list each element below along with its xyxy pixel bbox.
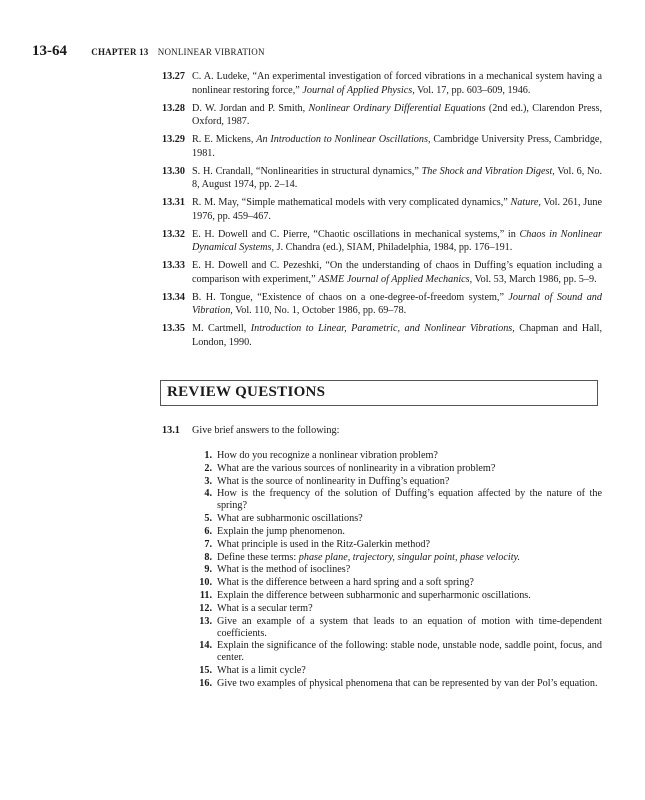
reference-title-italic: An Introduction to Nonlinear Oscillations, xyxy=(256,134,431,145)
question-text: Give brief answers to the following: xyxy=(192,425,340,436)
review-question-text xyxy=(217,590,602,602)
reference-number: 13.33 xyxy=(162,260,185,271)
review-question-text xyxy=(217,665,602,677)
reference-text-post: J. Chandra (ed.), SIAM, Philadelphia, 1984, pp. 176–191. xyxy=(274,242,513,253)
reference-number: 13.31 xyxy=(162,197,185,208)
reference-item xyxy=(162,322,602,349)
review-question-item xyxy=(190,603,602,615)
review-questions-title: REVIEW QUESTIONS xyxy=(167,384,326,400)
review-question-item xyxy=(190,463,602,475)
review-question-item xyxy=(190,513,602,525)
reference-number: 13.35 xyxy=(162,323,185,334)
question-13-1 xyxy=(162,424,602,438)
review-question-text-italic: phase plane, trajectory, singular point, phase velocity. xyxy=(298,551,521,563)
review-question-text xyxy=(217,450,602,462)
review-question-number: 10. xyxy=(199,577,212,589)
review-question-text-pre: Explain the jump phenomenon. xyxy=(217,525,345,537)
reference-text-pre: D. W. Jordan and P. Smith, xyxy=(192,102,309,114)
reference-text xyxy=(192,228,602,255)
reference-title-italic: Chaos in Nonlinear Dynamical Systems, xyxy=(192,228,602,253)
review-question-number: 16. xyxy=(199,677,212,689)
review-question-text xyxy=(217,513,602,525)
reference-text-post: (2nd ed.), Clarendon Press, Oxford, 1987. xyxy=(192,102,602,127)
review-question-number: 11. xyxy=(199,589,212,601)
review-question-item xyxy=(190,577,602,589)
review-question-item xyxy=(190,665,602,677)
reference-item xyxy=(162,165,602,192)
review-question-text-pre: What are subharmonic oscillations? xyxy=(217,513,363,525)
review-question-item xyxy=(190,564,602,576)
review-question-text-pre: How do you recognize a nonlinear vibration problem? xyxy=(217,450,438,461)
chapter-label: CHAPTER 13 xyxy=(91,47,149,57)
review-question-text-pre: Explain the significance of the following: stable node, unstable node, saddle point, focus, and center. xyxy=(217,640,602,664)
reference-text xyxy=(192,196,602,223)
review-question-number: 9. xyxy=(204,564,212,576)
review-question-number: 4. xyxy=(204,488,212,500)
review-question-item xyxy=(190,526,602,538)
review-question-number: 12. xyxy=(199,602,212,614)
reference-title-italic: Journal of Applied Physics, xyxy=(302,84,415,96)
reference-number: 13.30 xyxy=(162,165,185,177)
question-number: 13.1 xyxy=(162,425,180,436)
review-question-number: 13. xyxy=(199,615,212,627)
reference-number: 13.34 xyxy=(162,291,185,303)
reference-text xyxy=(192,102,602,129)
reference-text-pre: B. H. Tongue, “Existence of chaos on a one-degree-of-freedom system,” xyxy=(192,291,509,303)
reference-text-post: Chapman and Hall, London, 1990. xyxy=(192,323,602,348)
reference-text xyxy=(192,259,602,286)
review-question-text-pre: What is the source of nonlinearity in Duffing’s equation? xyxy=(217,475,450,487)
review-question-text-pre: How is the frequency of the solution of Duffing’s equation affected by the nature of the spring? xyxy=(217,488,602,512)
review-question-text xyxy=(217,640,602,664)
reference-title-italic: Journal of Sound and Vibration, xyxy=(192,291,602,316)
review-question-item xyxy=(190,552,602,564)
review-question-text xyxy=(217,488,602,512)
reference-text-post: Vol. 110, No. 1, October 1986, pp. 69–78. xyxy=(232,305,407,316)
review-question-item xyxy=(190,640,602,664)
review-question-item xyxy=(190,539,602,551)
review-question-number: 3. xyxy=(204,475,212,487)
reference-number: 13.28 xyxy=(162,102,185,114)
reference-text xyxy=(192,291,602,318)
review-question-text xyxy=(217,577,602,589)
review-question-text-pre: What principle is used in the Ritz-Galerkin method? xyxy=(217,538,431,550)
reference-text-pre: E. H. Dowell and C. Pierre, “Chaotic oscillations in mechanical systems,” in xyxy=(192,228,520,240)
review-question-text-pre: What are the various sources of nonlinearity in a vibration problem? xyxy=(217,462,496,474)
reference-title-italic: Introduction to Linear, Parametric, and Nonlinear Vibrations, xyxy=(250,323,515,334)
reference-item xyxy=(162,196,602,223)
page-number: 13-64 xyxy=(32,43,67,59)
review-question-text-pre: What is a secular term? xyxy=(217,602,313,614)
reference-number: 13.32 xyxy=(162,228,185,240)
review-question-item xyxy=(190,616,602,640)
review-question-text xyxy=(217,526,602,538)
page-header xyxy=(32,43,605,60)
review-question-text xyxy=(217,678,602,690)
reference-text-pre: E. H. Dowell and C. Pezeshki, “On the understanding of chaos in Duffing’s equation including a comparison with experiment,” xyxy=(192,260,602,285)
reference-text xyxy=(192,133,602,160)
review-question-text xyxy=(217,476,602,488)
reference-text-post: Vol. 53, March 1986, pp. 5–9. xyxy=(472,273,597,285)
reference-number: 13.27 xyxy=(162,71,185,82)
review-question-number: 7. xyxy=(204,538,212,550)
reference-item xyxy=(162,133,602,160)
reference-item xyxy=(162,291,602,318)
reference-text xyxy=(192,322,602,349)
reference-title-italic: ASME Journal of Applied Mechanics, xyxy=(318,273,473,285)
reference-text-post: Cambridge University Press, Cambridge, 1981. xyxy=(192,134,602,159)
review-question-text xyxy=(217,603,602,615)
review-question-item xyxy=(190,450,602,462)
review-question-text-pre: What is the difference between a hard spring and a soft spring? xyxy=(217,577,474,589)
reference-title-italic: Nature, xyxy=(510,197,541,208)
review-question-text xyxy=(217,616,602,640)
reference-item xyxy=(162,102,602,129)
review-questions-box xyxy=(160,380,598,406)
review-question-number: 14. xyxy=(199,640,212,652)
reference-item xyxy=(162,70,602,97)
review-question-text-pre: What is the method of isoclines? xyxy=(217,564,351,576)
review-question-text-pre: Give two examples of physical phenomena that can be represented by van der Pol’s equation. xyxy=(217,677,598,689)
review-question-number: 5. xyxy=(204,513,212,525)
reference-item xyxy=(162,228,602,255)
reference-text xyxy=(192,165,602,192)
review-question-text-pre: Define these terms: xyxy=(217,551,299,563)
reference-text-pre: C. A. Ludeke, “An experimental investigation of forced vibrations in a mechanical system having a nonlinear restoring force,” xyxy=(192,71,602,96)
reference-text xyxy=(192,70,602,97)
reference-text-pre: M. Cartmell, xyxy=(192,323,251,334)
reference-text-post: Vol. 6, No. 8, August 1974, pp. 2–14. xyxy=(192,165,602,190)
review-question-item xyxy=(190,476,602,488)
review-question-number: 6. xyxy=(204,525,212,537)
review-question-item xyxy=(190,678,602,690)
review-question-list xyxy=(190,450,602,691)
reference-text-pre: R. E. Mickens, xyxy=(192,134,257,145)
review-question-text-pre: Give an example of a system that leads to an equation of motion with time-dependent coefficients. xyxy=(217,615,602,639)
review-question-number: 2. xyxy=(204,462,212,474)
review-question-text xyxy=(217,463,602,475)
reference-text-pre: S. H. Crandall, “Nonlinearities in structural dynamics,” xyxy=(192,165,422,177)
reference-number: 13.29 xyxy=(162,134,185,145)
review-question-number: 8. xyxy=(204,551,212,563)
references-list xyxy=(162,70,602,354)
review-question-text xyxy=(217,552,602,564)
reference-item xyxy=(162,259,602,286)
review-question-item xyxy=(190,590,602,602)
reference-text-post: Vol. 17, pp. 603–609, 1946. xyxy=(414,84,531,96)
review-question-item xyxy=(190,488,602,512)
review-question-text-pre: Explain the difference between subharmonic and superharmonic oscillations. xyxy=(217,589,531,601)
chapter-title: NONLINEAR VIBRATION xyxy=(157,47,265,57)
review-question-number: 1. xyxy=(204,450,212,461)
reference-title-italic: Nonlinear Ordinary Differential Equations xyxy=(308,102,486,114)
reference-title-italic: The Shock and Vibration Digest, xyxy=(421,165,555,177)
review-question-text-pre: What is a limit cycle? xyxy=(217,665,306,677)
reference-text-post: Vol. 261, June 1976, pp. 459–467. xyxy=(192,197,602,222)
review-question-text xyxy=(217,539,602,551)
review-question-text xyxy=(217,564,602,576)
reference-text-pre: R. M. May, “Simple mathematical models with very complicated dynamics,” xyxy=(192,197,511,208)
review-question-number: 15. xyxy=(199,665,212,677)
